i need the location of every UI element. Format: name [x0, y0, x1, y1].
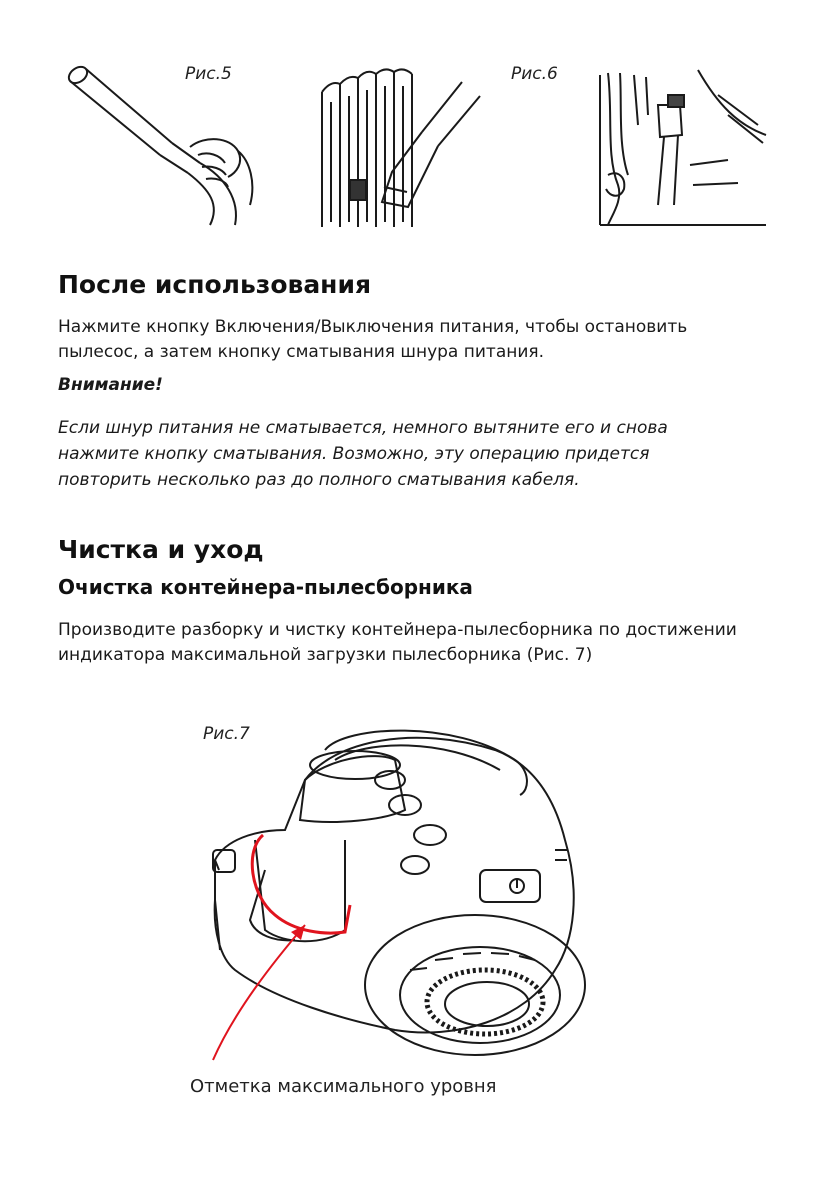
warning-text: Если шнур питания не сматывается, немного вытяните его и снова нажмите кнопку сматывания. Возможно, эту операцию придется повторить несколько раз до полного сматывания кабеля. — [58, 418, 668, 490]
care-subtitle: Очистка контейнера-пылесборника — [58, 575, 473, 599]
fig6-illustration — [312, 62, 492, 232]
fig7-vacuum-illustration — [195, 720, 595, 1070]
fig6-curtain-illustration — [598, 65, 768, 230]
max-level-label: Отметка максимального уровня — [190, 1076, 497, 1097]
fig7-caption: Рис.7 — [203, 724, 250, 744]
fig6-caption: Рис.6 — [511, 64, 558, 84]
after-use-text: Нажмите кнопку Включения/Выключения питания, чтобы остановить пылесос, а затем кнопку сматывания шнура питания. — [58, 317, 688, 362]
care-title: Чистка и уход — [58, 535, 264, 564]
fig5-caption: Рис.5 — [185, 64, 232, 84]
care-text: Производите разборку и чистку контейнера-пылесборника по достижении индикатора максимальной загрузки пылесборника (Рис. 7) — [58, 620, 737, 665]
warning-title: Внимание! — [58, 375, 163, 395]
after-use-title: После использования — [58, 270, 372, 299]
